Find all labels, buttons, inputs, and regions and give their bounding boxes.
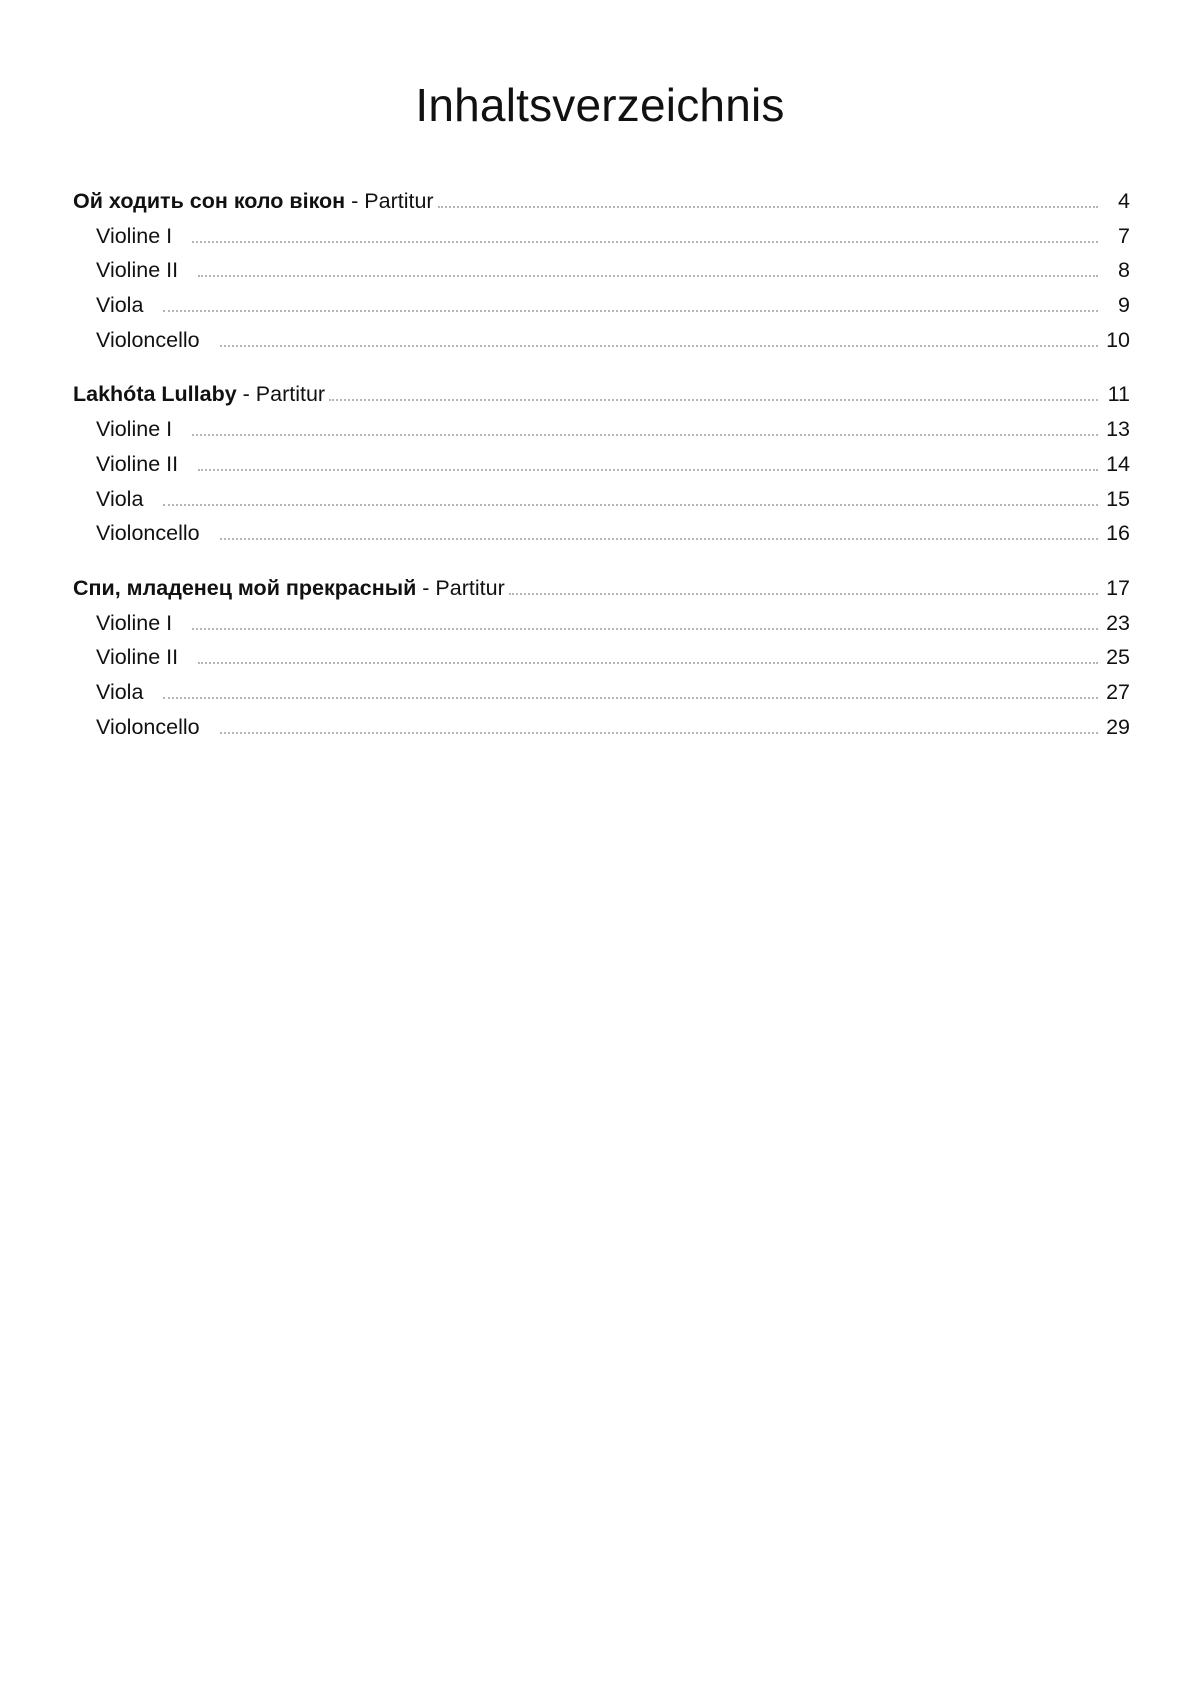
part-label: Violine II <box>96 645 179 670</box>
entry-suffix: - Partitur <box>416 575 505 600</box>
dot-leader <box>192 241 1098 243</box>
toc-entry-part[interactable] <box>73 640 1130 675</box>
page-number: 14 <box>1106 451 1130 476</box>
page-number: 17 <box>1106 575 1130 600</box>
dot-leader <box>220 538 1098 540</box>
entry-suffix: - Partitur <box>236 382 326 407</box>
part-label: Violoncello <box>96 327 200 352</box>
part-label: Violoncello <box>96 521 200 546</box>
page-number: 27 <box>1106 679 1130 704</box>
entry-title <box>73 571 509 606</box>
dot-leader <box>163 310 1098 312</box>
part-label: Violine I <box>96 610 173 635</box>
dot-leader <box>198 469 1098 471</box>
part-label: Viola <box>96 486 144 511</box>
toc-entry-part[interactable] <box>73 710 1130 745</box>
page-number: 11 <box>1107 382 1130 407</box>
dot-leader <box>438 206 1098 208</box>
piece-title: Ой ходить сон коло вікон <box>73 189 346 213</box>
part-label: Violine I <box>96 417 173 442</box>
toc-entry-score[interactable] <box>73 184 1130 219</box>
toc-entry-part[interactable] <box>73 219 1130 254</box>
toc-entry-part[interactable] <box>73 288 1130 323</box>
table-of-contents <box>73 184 1130 764</box>
toc-section <box>73 184 1130 357</box>
toc-entry-part[interactable] <box>73 253 1130 288</box>
toc-section <box>73 377 1130 550</box>
page-number: 23 <box>1106 610 1130 635</box>
dot-leader <box>220 345 1098 347</box>
toc-entry-part[interactable] <box>73 482 1130 517</box>
page-number: 29 <box>1106 714 1130 739</box>
dot-leader <box>329 399 1098 401</box>
entry-title <box>73 377 329 412</box>
page-title: Inhaltsverzeichnis <box>415 79 785 131</box>
page-number: 15 <box>1106 486 1130 511</box>
toc-section <box>73 571 1130 744</box>
dot-leader <box>198 275 1098 277</box>
toc-entry-score[interactable] <box>73 377 1130 412</box>
dot-leader <box>163 697 1098 699</box>
toc-entry-part[interactable] <box>73 516 1130 551</box>
part-label: Violine II <box>96 258 179 283</box>
page-number: 7 <box>1118 223 1130 248</box>
entry-suffix: - Partitur <box>345 189 434 213</box>
page-number: 25 <box>1106 645 1130 670</box>
page-number: 10 <box>1106 327 1130 352</box>
toc-entry-score[interactable] <box>73 571 1130 606</box>
page-number: 4 <box>1118 189 1130 213</box>
dot-leader <box>192 628 1098 630</box>
dot-leader <box>220 732 1098 734</box>
page-number: 13 <box>1106 417 1130 442</box>
toc-entry-part[interactable] <box>73 606 1130 641</box>
toc-entry-part[interactable] <box>73 412 1130 447</box>
page-number: 16 <box>1106 521 1130 546</box>
part-label: Viola <box>96 679 144 704</box>
piece-title: Спи, младенец мой прекрасный <box>73 575 417 600</box>
part-label: Violoncello <box>96 714 200 739</box>
toc-entry-part[interactable] <box>73 323 1130 358</box>
part-label: Violine I <box>96 223 173 248</box>
dot-leader <box>198 662 1098 664</box>
part-label: Violine II <box>96 451 179 476</box>
toc-entry-part[interactable] <box>73 447 1130 482</box>
dot-leader <box>509 593 1098 595</box>
dot-leader <box>163 504 1098 506</box>
page-number: 9 <box>1118 293 1130 318</box>
dot-leader <box>192 434 1098 436</box>
page-number: 8 <box>1118 258 1130 283</box>
piece-title: Lakhóta Lullaby <box>73 382 237 407</box>
entry-title <box>73 184 438 219</box>
toc-entry-part[interactable] <box>73 675 1130 710</box>
part-label: Viola <box>96 293 144 318</box>
